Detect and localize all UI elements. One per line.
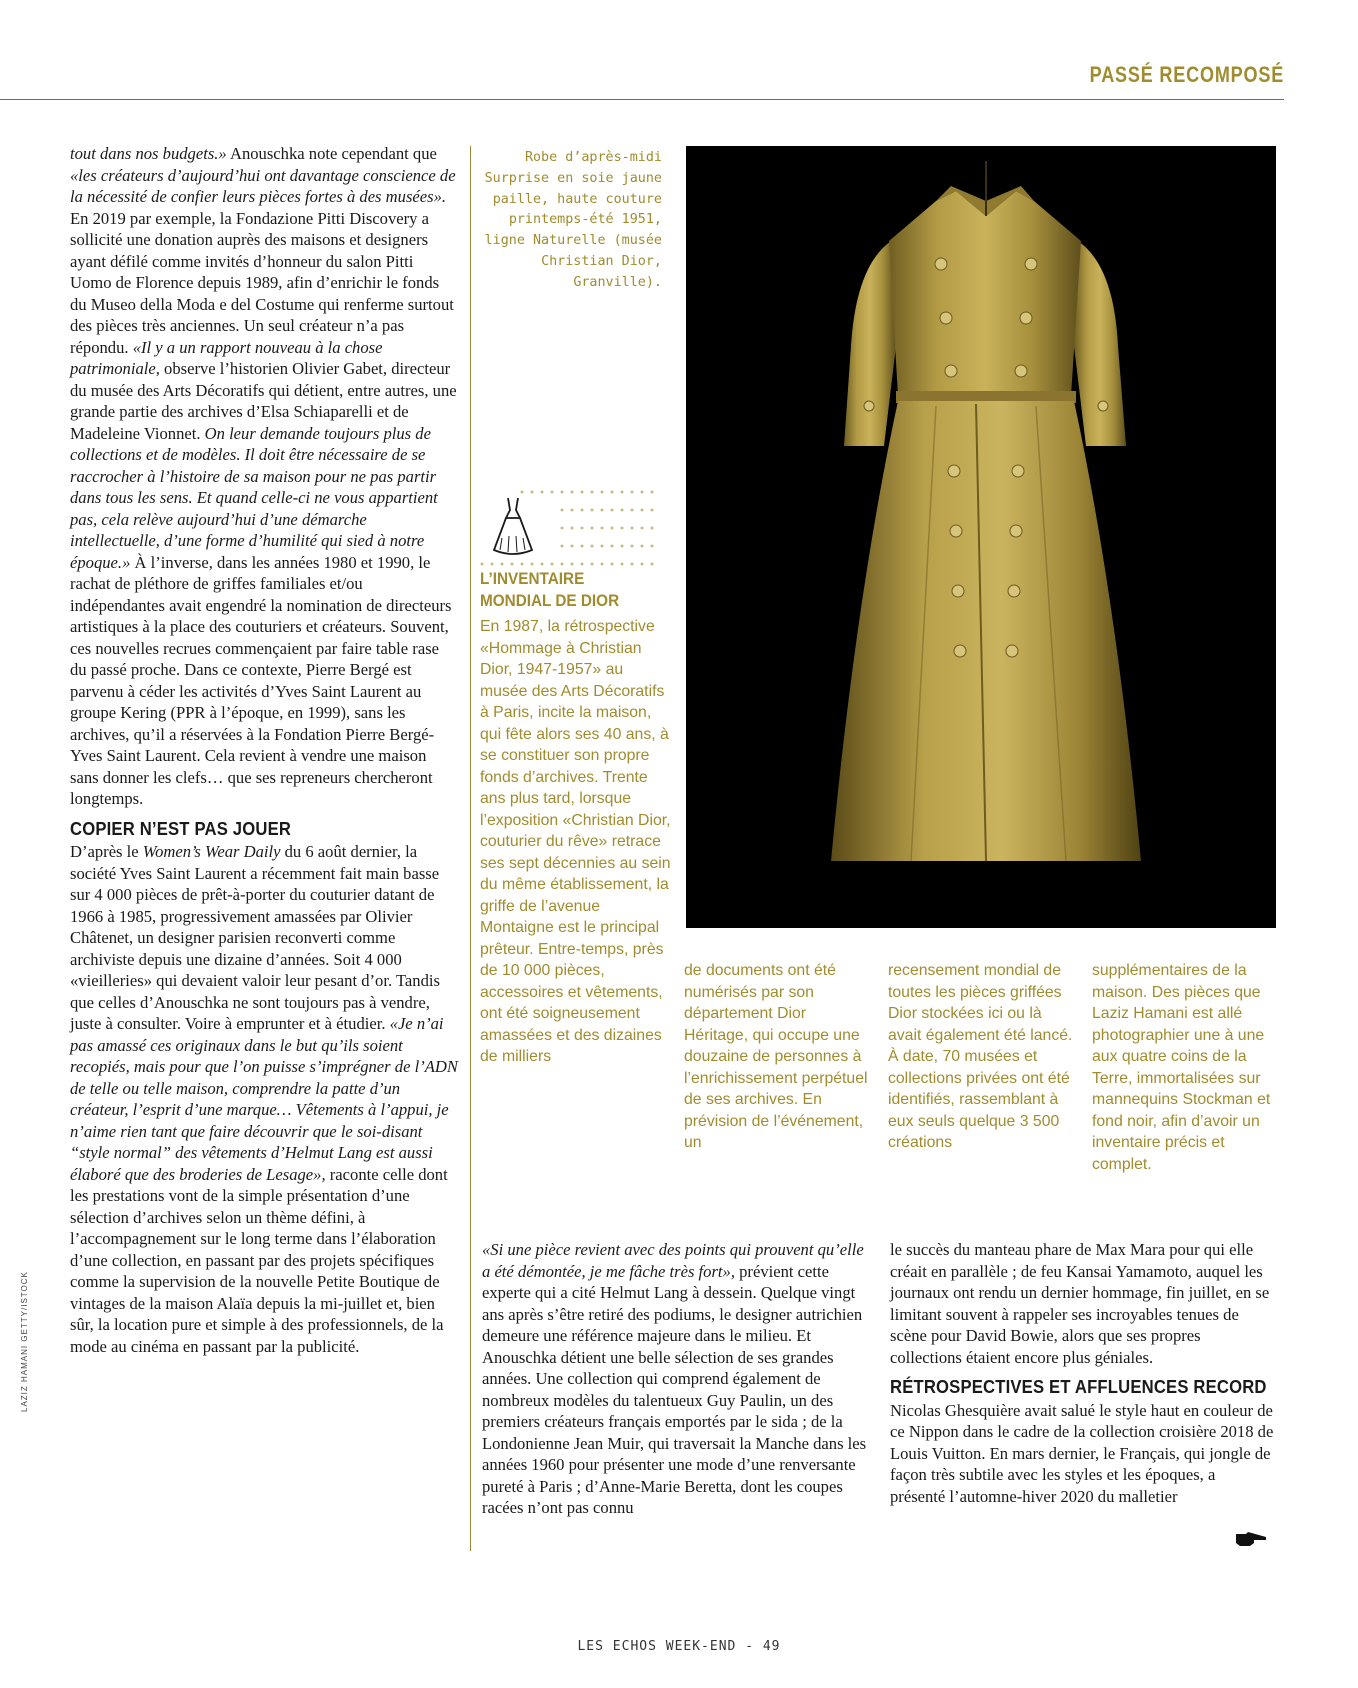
sidebar-title bbox=[480, 568, 651, 611]
quote-text: tout dans nos budgets.» bbox=[70, 144, 227, 163]
body-text: du 6 août dernier, la société Yves Saint Laurent a récemment fait main basse sur 4 000 pièces de prêt-à-porter du couturier datant de 1966 à 1985, progressivement amassées par Olivier Châtenet, un designer parisien reconverti comme archiviste depuis une dizaine d’années. Soit 4 000 «vieilleries» qui devaient valoir leur pesant d’or. Tandis que celles d’Anouschka ne sont toujours pas à vendre, juste à consulter. Voire à emprunter et à étudier. bbox=[70, 842, 440, 1033]
quote-text: «Il y a un rapport nouveau à la chose patrimoniale, bbox=[70, 337, 383, 378]
dress-photo bbox=[686, 146, 1276, 928]
quote-text: «Je n’ai pas amassé ces originaux dans le but qu’ils soient recopiés, mais pour que l’on puisse s’imprégner de l’ADN de telle ou telle maison, comprendre la patte d’un créateur, l’esprit d’une marque… Vêtements à l’appui, je n’aime rien tant que faire découvrir que le soi-disant “style normal” des vêtements d’Helmut Lang est aussi élaboré que des broderies de Lesage», bbox=[70, 1014, 458, 1184]
subhead-retrospectives: RÉTROSPECTIVES ET AFFLUENCES RECORD bbox=[890, 1376, 1267, 1397]
dior-dress-illustration bbox=[686, 146, 1276, 928]
paragraph-3 bbox=[482, 1239, 870, 1519]
paragraph-2 bbox=[70, 841, 458, 1357]
sidebar-column-2: de documents ont été numérisés par son département Dior Héritage, qui occupe une douzaine de personnes à l’enrichissement perpétuel de ses archives. En prévision de l’événement, un bbox=[684, 962, 868, 1151]
page-folio: LES ECHOS WEEK-END - 49 bbox=[577, 1639, 781, 1654]
publication-title: Women’s Wear Daily bbox=[142, 842, 281, 861]
body-text: observe l’historien Olivier Gabet, directeur du musée des Arts Décoratifs qui détient, entre autres, une grande partie des archives d’Elsa Schiaparelli et de Madeleine Vionnet. bbox=[70, 359, 457, 443]
article-column-2 bbox=[482, 1239, 870, 1519]
photo-caption: Robe d’après-midi Surprise en soie jaune paille, haute couture printemps-été 1951, ligne Naturelle (musée Christian Dior, Granville). bbox=[484, 150, 662, 290]
dress-icon bbox=[494, 498, 532, 554]
sidebar-column-4: supplémentaires de la maison. Des pièces que Laziz Hamani est allé photographier une à une aux quatre coins de la Terre, immortalisées sur mannequins Stockman et fond noir, afin d’avoir un inventaire précis et complet. bbox=[1092, 962, 1271, 1173]
sidebar-title-line-1: L’INVENTAIRE bbox=[480, 569, 585, 588]
sidebar-title-line-2: MONDIAL DE DIOR bbox=[480, 590, 620, 610]
paragraph-5: Nicolas Ghesquière avait salué le style haut en couleur de ce Nippon dans le cadre de la collection croisière 2018 de Louis Vuitton. En mars dernier, le Français, qui jongle de façon très subtile avec les styles et les époques, a présenté l’automne-hiver 2020 du malletier bbox=[890, 1400, 1274, 1506]
quote-text: «les créateurs d’aujourd’hui ont davantage conscience de la nécessité de confier leurs pièces fortes à des musées». bbox=[70, 165, 456, 206]
sidebar-column-3: recensement mondial de toutes les pièces griffées Dior stockées ici ou là avait également été lancé. À date, 70 musées et collections privées ont été identifiés, rassemblant à eux seuls quelque 3 500 créations bbox=[888, 962, 1073, 1151]
section-rubric: PASSÉ RECOMPOSÉ bbox=[1089, 62, 1284, 87]
body-text: prévient cette experte qui a cité Helmut Lang à dessein. Quelque vingt ans après s’être retiré des podiums, le designer autrichien demeure une référence majeure dans le milieu. Et Anouschka détient une belle sélection de ses grandes années. Une collection qui comprend également de nombreux modèles du talentueux Guy Paulin, un des premiers créateurs français emportés par le sida ; de la Londonienne Jean Muir, qui traversait la Manche dans les années 1960 pour présenter une mode d’une renversante pureté à Paris ; d’Anne-Marie Beretta, dont les coupes racées n’ont pas connu bbox=[482, 1261, 867, 1517]
sidebar-dot-pattern bbox=[480, 488, 663, 578]
quote-text: On leur demande toujours plus de collections et de modèles. Il doit être nécessaire de se raccrocher à l’histoire de sa maison pour ne pas partir dans tous les sens. Et quand celle-ci ne vous appartient pas, cela relève aujourd’hui d’une démarche intellectuelle, d’une forme d’humilité qui sied à notre époque.» bbox=[70, 423, 438, 572]
pointing-hand-icon bbox=[1236, 1531, 1268, 1547]
subhead-copier: COPIER N’EST PAS JOUER bbox=[70, 817, 292, 839]
quote-text: «Si une pièce revient avec des points qui prouvent qu’elle a été démontée, je me fâche très fort», bbox=[482, 1240, 864, 1281]
photo-credit: LAZIZ HAMANI GETTY/ISTOCK bbox=[20, 1271, 29, 1412]
paragraph-1 bbox=[70, 143, 458, 810]
body-text: En 2019 par exemple, la Fondazione Pitti Discovery a sollicité une donation auprès des maisons et designers ayant défilé comme invités d’honneur du salon Pitti Uomo de Florence depuis 1989, afin d’enrichir le fonds du Museo della Moda e del Costume qui renferme surtout des pièces très anciennes. Un seul créateur n’a pas répondu. bbox=[70, 208, 454, 357]
header-rule bbox=[0, 99, 1284, 100]
body-text: raconte celle dont les prestations vont de la simple présentation d’une sélection d’archives selon un thème défini, à l’accompagnement sur le long terme dans l’élaboration d’une collection, en passant par des projets spécifiques comme la supervision de la nouvelle Petite Boutique de vintages de la maison Alaïa depuis la mi-juillet et, bien sûr, la location pure et simple à des professionnels, de la mode au cinéma en passant par la publicité. bbox=[70, 1164, 448, 1356]
column-divider bbox=[470, 146, 471, 1551]
body-text: D’après le bbox=[70, 842, 143, 861]
paragraph-4: le succès du manteau phare de Max Mara pour qui elle créait en parallèle ; de feu Kansai Yamamoto, auquel les journaux ont rendu un dernier hommage, fin juillet, en se limitant souvent à rappeler ses incroyables tenues de scène pour David Bowie, alors que ses propres collections étaient encore plus géniales. bbox=[890, 1240, 1270, 1367]
sidebar-column-1: En 1987, la rétrospective «Hommage à Christian Dior, 1947-1957» au musée des Arts Décoratifs à Paris, incite la maison, qui fête alors ses 40 ans, à se constituer son propre fonds d’archives. Trente ans plus tard, lorsque l’exposition «Christian Dior, couturier du rêve» retrace ses sept décennies au sein du même établissement, la griffe de l’avenue Montaigne est le principal prêteur. Entre-temps, près de 10 000 pièces, accessoires et vêtements, ont été soigneusement amassées et des dizaines de milliers bbox=[480, 618, 671, 1065]
article-column-3 bbox=[890, 1239, 1274, 1507]
body-text: À l’inverse, dans les années 1980 et 1990, le rachat de pléthore de griffes familiales et/ou indépendantes avait engendré la nomination de directeurs artistiques à la place des couturiers et créateurs. Souvent, ces nouvelles recrues commençaient par faire table rase du passé proche. Dans ce contexte, Pierre Bergé est parvenu à céder les activités d’Yves Saint Laurent au groupe Kering (PPR à l’époque, en 1999), sans les archives, qu’il a réservées à la Fondation Pierre Bergé-Yves Saint Laurent. Cela revient à vendre une maison sans donner les clefs… que ses repreneurs chercheront longtemps. bbox=[70, 552, 452, 808]
article-column-1 bbox=[70, 143, 458, 1357]
body-text: Anouschka note cependant que bbox=[226, 144, 437, 163]
